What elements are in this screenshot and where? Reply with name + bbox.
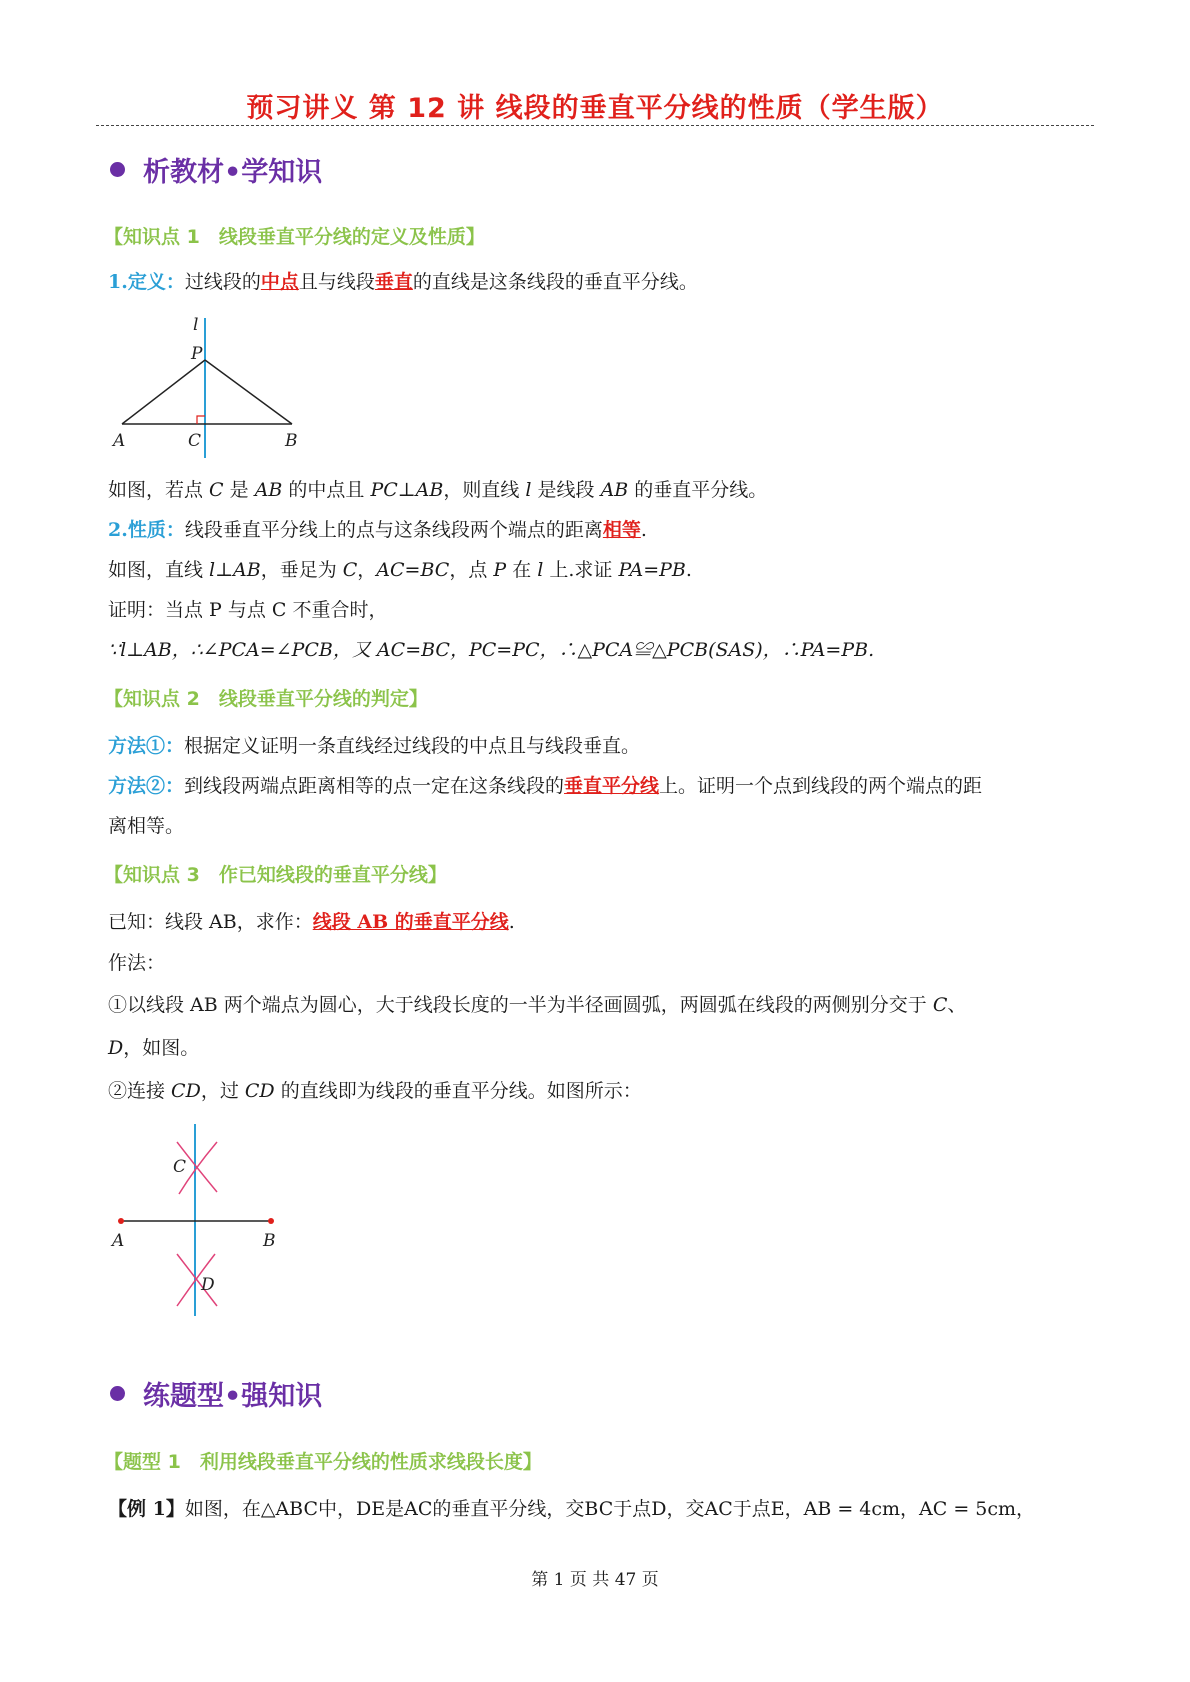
text: ②连接 [108,1080,172,1102]
text: 根据定义证明一条直线经过线段的中点且与线段垂直。 [184,735,641,757]
method-1-label: 方法①： [108,735,185,757]
text: ①以线段 AB 两个端点为圆心，大于线段长度的一半为半径画圆弧，两圆弧在线段的两侧别分交于 [108,994,933,1016]
label-b: B [263,1231,276,1251]
segment-pa [122,360,205,424]
text: 在 [506,559,538,581]
knowledge-point-2-heading: 【知识点 2 线段垂直平分线的判定】 [104,688,428,710]
knowledge-point-3-heading: 【知识点 3 作已知线段的垂直平分线】 [104,864,447,886]
text: 如图，若点 [108,479,210,501]
math: l⊥AB [209,559,261,581]
keyword-midpoint: 中点 [260,271,299,293]
text: 是 [223,479,255,501]
text: ，则直线 [443,479,526,501]
section-heading-practice [110,1374,322,1413]
math: l [537,559,544,581]
math: CD [244,1080,275,1102]
proof-intro-line: 证明：当点 P 与点 C 不重合时， [108,599,388,621]
property-label: 2.性质： [108,519,185,541]
text: . [640,519,647,541]
method-label-line: 作法： [108,952,166,974]
figure-explanation-line [108,475,767,505]
label-a: A [113,431,126,451]
text: 上。证明一个点到线段的两个端点的距 [659,775,983,797]
proof-line: ∵l⊥AB，∴∠PCA=∠PCB，又 AC=BC，PC=PC，∴△PCA≌△PCB(SAS)，∴PA=PB. [108,639,875,661]
keyword-perpendicular-bisector: 垂直平分线 [564,775,660,797]
math: PC⊥AB [370,479,444,501]
math: l [525,479,532,501]
question-type-1-heading: 【题型 1 利用线段垂直平分线的性质求线段长度】 [104,1451,542,1473]
text: 是线段 [531,479,601,501]
text: 且与线段 [298,271,375,293]
example-1-label: 【例 1】 [108,1498,185,1520]
math: C [932,994,948,1016]
math: AB [600,479,629,501]
math: C [342,559,358,581]
label-a: A [112,1231,125,1251]
known-line [108,907,515,937]
label-c: C [173,1157,187,1177]
right-angle-mark [197,416,205,424]
label-l: l [193,315,199,335]
label-c: C [188,431,202,451]
step-1-line [108,990,966,1020]
property-given-line [108,555,692,585]
math: CD [171,1080,201,1102]
text: . [685,559,692,581]
text: ，点 [449,559,494,581]
keyword-perpendicular: 垂直 [374,271,413,293]
label-b: B [285,431,298,451]
text: . [508,911,515,933]
text: 已知：线段 AB，求作： [108,911,313,933]
bullet-dot-icon [110,1386,125,1401]
section-heading-study [110,150,322,189]
math: D [108,1037,124,1059]
math: PA=PB [618,559,686,581]
text: 如图，直线 [108,559,210,581]
text: 上.求证 [543,559,619,581]
segment-pb [205,360,292,424]
section-title: 析教材•学知识 [143,157,323,188]
example-1-line [108,1494,1035,1524]
point-a [118,1218,124,1224]
definition-line [108,267,698,297]
text: 的垂直平分线。 [628,479,768,501]
text: ， [357,559,377,581]
label-d: D [201,1275,215,1295]
math: P [493,559,507,581]
text: 的中点且 [282,479,371,501]
text: ，过 [200,1080,245,1102]
page-footer: 第 1 页 共 47 页 [531,1570,659,1590]
text: 的直线即为线段的垂直平分线。如图所示： [274,1080,642,1102]
text: 过线段的 [184,271,261,293]
section-title: 练题型•强知识 [143,1381,323,1412]
step-1-line-cont [108,1033,199,1063]
page-title: 预习讲义 第 12 讲 线段的垂直平分线的性质（学生版） [246,93,944,124]
text: 到线段两端点距离相等的点一定在这条线段的 [184,775,565,797]
property-line [108,515,647,545]
text: 的直线是这条线段的垂直平分线。 [412,271,698,293]
bullet-dot-icon [110,162,125,177]
title-divider [96,125,1094,126]
method-2-line [108,771,982,801]
math: AB [254,479,283,501]
math: AC=BC [376,559,450,581]
figure-perpendicular-bisector [105,314,305,462]
text: 线段垂直平分线上的点与这条线段两个端点的距离 [184,519,603,541]
math: C [209,479,224,501]
point-b [268,1218,274,1224]
figure-construction [105,1120,295,1320]
knowledge-point-1-heading: 【知识点 1 线段垂直平分线的定义及性质】 [104,226,485,248]
method-2-line-cont: 离相等。 [108,815,185,837]
text: 、 [947,994,967,1016]
definition-label: 1.定义： [108,271,185,293]
keyword-construct-target: 线段 AB 的垂直平分线 [312,911,509,933]
label-p: P [191,344,203,364]
keyword-equal: 相等 [602,519,641,541]
text: 如图，在△ABC中，DE是AC的垂直平分线，交BC于点D，交AC于点E，AB = 4cm，AC = 5cm， [184,1498,1036,1520]
method-2-label: 方法②： [108,775,185,797]
step-2-line [108,1076,642,1106]
text: ，垂足为 [260,559,343,581]
text: ，如图。 [123,1037,200,1059]
method-1-line [108,731,640,761]
